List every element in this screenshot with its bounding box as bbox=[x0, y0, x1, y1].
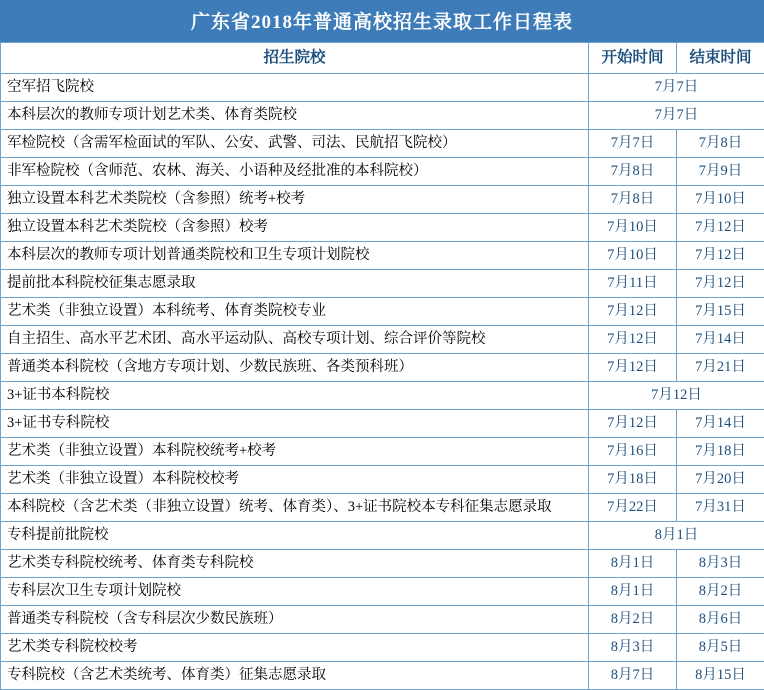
table-row bbox=[1, 270, 764, 298]
table-row bbox=[1, 130, 764, 158]
cell-end-date: 7月21日 bbox=[677, 354, 764, 382]
cell-institution-name: 军检院校（含需军检面试的军队、公安、武警、司法、民航招飞院校） bbox=[1, 130, 589, 158]
cell-end-date: 7月14日 bbox=[677, 326, 764, 354]
table-row bbox=[1, 606, 764, 634]
table-row bbox=[1, 634, 764, 662]
table-row bbox=[1, 662, 764, 690]
cell-institution-name: 艺术类（非独立设置）本科院校统考+校考 bbox=[1, 438, 589, 466]
cell-start-date: 7月16日 bbox=[589, 438, 677, 466]
cell-institution-name: 普通类本科院校（含地方专项计划、少数民族班、各类预科班） bbox=[1, 354, 589, 382]
table-row bbox=[1, 578, 764, 606]
cell-end-date: 7月12日 bbox=[677, 270, 764, 298]
table-body bbox=[1, 74, 764, 690]
cell-start-date: 7月18日 bbox=[589, 466, 677, 494]
cell-end-date: 7月18日 bbox=[677, 438, 764, 466]
table-row bbox=[1, 102, 764, 130]
table-row bbox=[1, 466, 764, 494]
table-row bbox=[1, 74, 764, 102]
cell-start-date: 7月12日 bbox=[589, 298, 677, 326]
cell-end-date: 7月15日 bbox=[677, 298, 764, 326]
table-row bbox=[1, 214, 764, 242]
cell-end-date: 8月6日 bbox=[677, 606, 764, 634]
cell-date-merged: 7月7日 bbox=[589, 102, 764, 130]
cell-end-date: 7月9日 bbox=[677, 158, 764, 186]
cell-institution-name: 本科院校（含艺术类（非独立设置）统考、体育类）、3+证书院校本专科征集志愿录取 bbox=[1, 494, 589, 522]
table-header bbox=[1, 43, 764, 74]
column-header-name: 招生院校 bbox=[1, 43, 589, 74]
cell-end-date: 8月2日 bbox=[677, 578, 764, 606]
cell-start-date: 7月12日 bbox=[589, 354, 677, 382]
cell-start-date: 7月10日 bbox=[589, 214, 677, 242]
table-row bbox=[1, 550, 764, 578]
cell-institution-name: 普通类专科院校（含专科层次少数民族班） bbox=[1, 606, 589, 634]
cell-end-date: 7月12日 bbox=[677, 242, 764, 270]
cell-institution-name: 独立设置本科艺术类院校（含参照）统考+校考 bbox=[1, 186, 589, 214]
cell-institution-name: 自主招生、高水平艺术团、高水平运动队、高校专项计划、综合评价等院校 bbox=[1, 326, 589, 354]
cell-institution-name: 空军招飞院校 bbox=[1, 74, 589, 102]
table-header-row bbox=[1, 43, 764, 74]
cell-start-date: 7月7日 bbox=[589, 130, 677, 158]
column-header-start: 开始时间 bbox=[589, 43, 677, 74]
cell-institution-name: 本科层次的教师专项计划艺术类、体育类院校 bbox=[1, 102, 589, 130]
cell-start-date: 7月8日 bbox=[589, 158, 677, 186]
cell-end-date: 7月8日 bbox=[677, 130, 764, 158]
cell-start-date: 8月3日 bbox=[589, 634, 677, 662]
cell-institution-name: 非军检院校（含师范、农林、海关、小语种及经批准的本科院校） bbox=[1, 158, 589, 186]
cell-institution-name: 3+证书本科院校 bbox=[1, 382, 589, 410]
table-row bbox=[1, 438, 764, 466]
cell-start-date: 7月10日 bbox=[589, 242, 677, 270]
table-row bbox=[1, 382, 764, 410]
table-row bbox=[1, 326, 764, 354]
table-row bbox=[1, 522, 764, 550]
cell-start-date: 8月1日 bbox=[589, 578, 677, 606]
table-row bbox=[1, 410, 764, 438]
cell-institution-name: 本科层次的教师专项计划普通类院校和卫生专项计划院校 bbox=[1, 242, 589, 270]
table-row bbox=[1, 242, 764, 270]
cell-institution-name: 专科层次卫生专项计划院校 bbox=[1, 578, 589, 606]
cell-end-date: 7月10日 bbox=[677, 186, 764, 214]
cell-start-date: 8月2日 bbox=[589, 606, 677, 634]
table-row bbox=[1, 494, 764, 522]
cell-institution-name: 3+证书专科院校 bbox=[1, 410, 589, 438]
cell-institution-name: 独立设置本科艺术类院校（含参照）校考 bbox=[1, 214, 589, 242]
cell-institution-name: 艺术类专科院校统考、体育类专科院校 bbox=[1, 550, 589, 578]
column-header-end: 结束时间 bbox=[677, 43, 764, 74]
cell-date-merged: 7月7日 bbox=[589, 74, 764, 102]
cell-end-date: 7月12日 bbox=[677, 214, 764, 242]
cell-institution-name: 提前批本科院校征集志愿录取 bbox=[1, 270, 589, 298]
table-row bbox=[1, 186, 764, 214]
cell-institution-name: 专科提前批院校 bbox=[1, 522, 589, 550]
cell-end-date: 8月3日 bbox=[677, 550, 764, 578]
cell-start-date: 7月12日 bbox=[589, 410, 677, 438]
cell-institution-name: 艺术类（非独立设置）本科统考、体育类院校专业 bbox=[1, 298, 589, 326]
cell-end-date: 7月31日 bbox=[677, 494, 764, 522]
table-row bbox=[1, 158, 764, 186]
cell-end-date: 7月20日 bbox=[677, 466, 764, 494]
cell-date-merged: 7月12日 bbox=[589, 382, 764, 410]
cell-institution-name: 艺术类（非独立设置）本科院校校考 bbox=[1, 466, 589, 494]
cell-end-date: 8月5日 bbox=[677, 634, 764, 662]
cell-end-date: 7月14日 bbox=[677, 410, 764, 438]
cell-start-date: 7月11日 bbox=[589, 270, 677, 298]
cell-end-date: 8月15日 bbox=[677, 662, 764, 690]
cell-date-merged: 8月1日 bbox=[589, 522, 764, 550]
cell-institution-name: 艺术类专科院校校考 bbox=[1, 634, 589, 662]
cell-start-date: 7月22日 bbox=[589, 494, 677, 522]
cell-start-date: 7月8日 bbox=[589, 186, 677, 214]
cell-start-date: 7月12日 bbox=[589, 326, 677, 354]
page-title: 广东省2018年普通高校招生录取工作日程表 bbox=[0, 0, 764, 42]
table-row bbox=[1, 354, 764, 382]
schedule-table bbox=[0, 42, 764, 690]
table-row bbox=[1, 298, 764, 326]
cell-institution-name: 专科院校（含艺术类统考、体育类）征集志愿录取 bbox=[1, 662, 589, 690]
cell-start-date: 8月7日 bbox=[589, 662, 677, 690]
cell-start-date: 8月1日 bbox=[589, 550, 677, 578]
